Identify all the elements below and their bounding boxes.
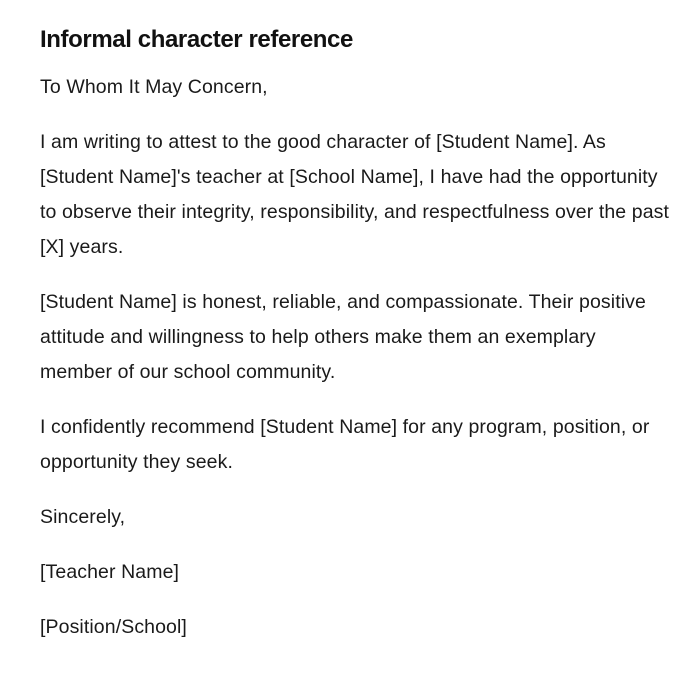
- body-paragraph-1: I am writing to attest to the good character of [Student Name]. As [Student Name]'s teacher at [School Name], I have had the opportunity to observe their integrity, responsibility, and respectfulness over the past [X] years.: [40, 131, 670, 258]
- salutation: To Whom It May Concern,: [40, 76, 268, 98]
- document-title: Informal character reference: [40, 26, 353, 53]
- body-paragraph-2: [Student Name] is honest, reliable, and compassionate. Their positive attitude and willingness to help others make them an exemplary member of our school community.: [40, 291, 646, 383]
- signature-position: [Position/School]: [40, 616, 187, 638]
- letter-document: [40, 24, 670, 665]
- body-paragraph-3: I confidently recommend [Student Name] for any program, position, or opportunity they seek.: [40, 416, 650, 473]
- closing: Sincerely,: [40, 506, 126, 528]
- signature-name: [Teacher Name]: [40, 561, 180, 583]
